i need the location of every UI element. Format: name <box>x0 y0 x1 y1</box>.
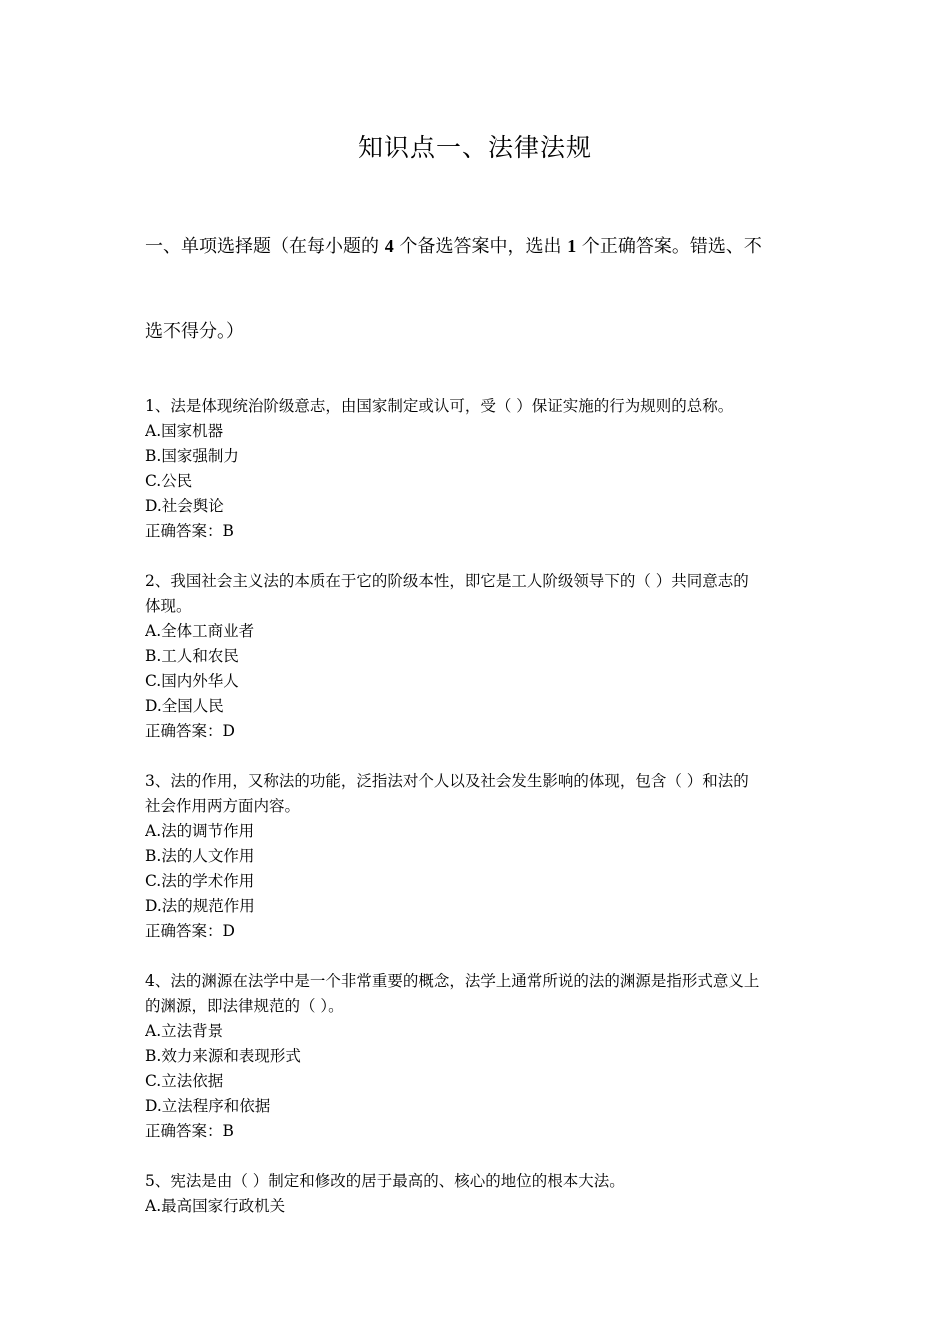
option-c: C.国内外华人 <box>145 672 239 690</box>
option-d: D.法的规范作用 <box>145 897 255 915</box>
question-5 <box>145 1169 810 1219</box>
option-d: D.全国人民 <box>145 697 224 715</box>
question-stem: 5、宪法是由（ ）制定和修改的居于最高的、核心的地位的根本大法。 <box>145 1172 625 1190</box>
section-heading-number-1: 1 <box>567 236 577 256</box>
question-stem-continued: 的渊源，即法律规范的（ ）。 <box>145 997 344 1015</box>
correct-answer: 正确答案：D <box>145 722 235 740</box>
section-heading-line-2: 选不得分。） <box>145 321 244 342</box>
option-a: A.全体工商业者 <box>145 622 255 640</box>
question-stem: 4、法的渊源在法学中是一个非常重要的概念，法学上通常所说的法的渊源是指形式意义上 <box>145 972 760 990</box>
section-heading-text-1: 一、单项选择题（在每小题的 <box>145 236 385 257</box>
question-4 <box>145 969 810 1144</box>
correct-answer: 正确答案：D <box>145 922 235 940</box>
question-3 <box>145 769 810 944</box>
option-a: A.国家机器 <box>145 422 224 440</box>
question-stem: 3、法的作用，又称法的功能，泛指法对个人以及社会发生影响的体现，包含（ ）和法的 <box>145 772 749 790</box>
option-d: D.社会舆论 <box>145 497 224 515</box>
section-heading-number-4: 4 <box>384 236 394 256</box>
option-c: C.公民 <box>145 472 193 490</box>
section-heading-line-1 <box>145 233 810 260</box>
option-d: D.立法程序和依据 <box>145 1097 271 1115</box>
section-heading-text-3: 个正确答案。错选、不 <box>576 236 762 257</box>
option-b: B.国家强制力 <box>145 447 239 465</box>
option-b: B.工人和农民 <box>145 647 239 665</box>
question-1 <box>145 394 810 544</box>
question-stem: 1、法是体现统治阶级意志，由国家制定或认可，受（ ）保证实施的行为规则的总称。 <box>145 397 734 415</box>
question-stem: 2、我国社会主义法的本质在于它的阶级本性，即它是工人阶级领导下的（ ）共同意志的 <box>145 572 749 590</box>
option-c: C.立法依据 <box>145 1072 224 1090</box>
question-list <box>145 394 810 1244</box>
section-heading-text-2: 个备选答案中，选出 <box>393 236 568 257</box>
option-a: A.立法背景 <box>145 1022 224 1040</box>
question-stem-continued: 社会作用两方面内容。 <box>145 797 301 815</box>
question-2 <box>145 569 810 744</box>
correct-answer: 正确答案：B <box>145 522 234 540</box>
page-title: 知识点一、法律法规 <box>357 133 592 162</box>
option-b: B.法的人文作用 <box>145 847 255 865</box>
option-b: B.效力来源和表现形式 <box>145 1047 301 1065</box>
correct-answer: 正确答案：B <box>145 1122 234 1140</box>
option-a: A.法的调节作用 <box>145 822 255 840</box>
question-stem-continued: 体现。 <box>145 597 192 615</box>
option-c: C.法的学术作用 <box>145 872 255 890</box>
option-a: A.最高国家行政机关 <box>145 1197 286 1215</box>
